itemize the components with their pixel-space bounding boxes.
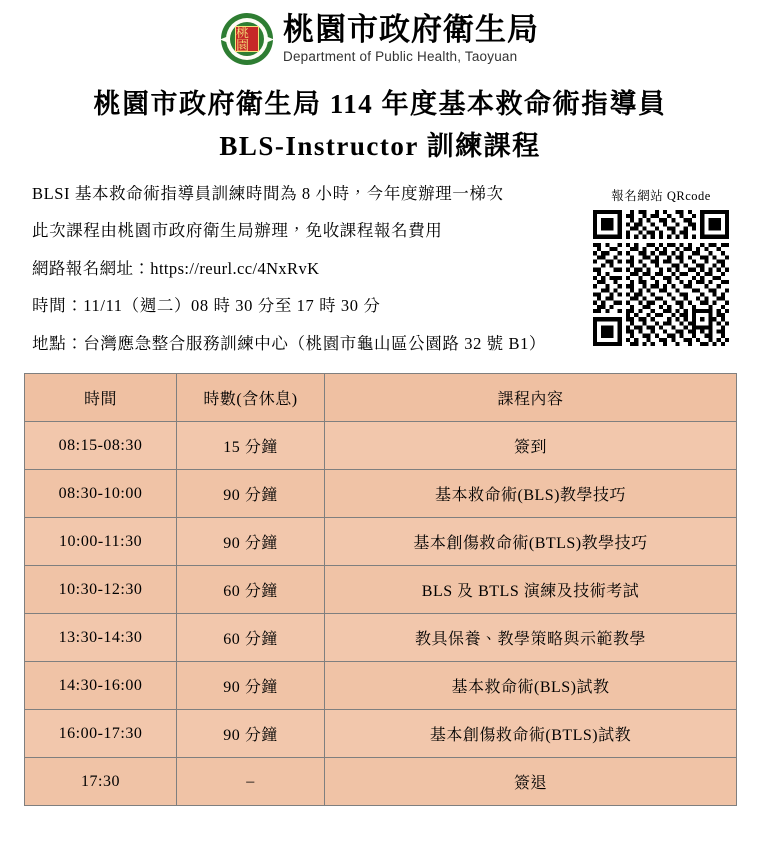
cell-time: 10:00-11:30 <box>25 518 177 566</box>
org-header <box>0 0 760 70</box>
cell-duration: – <box>177 758 325 806</box>
cell-time: 08:15-08:30 <box>25 422 177 470</box>
cell-time: 10:30-12:30 <box>25 566 177 614</box>
table-row <box>25 566 737 614</box>
qrcode-caption: 報名網站 QRcode <box>611 189 711 203</box>
table-header-row <box>25 374 737 422</box>
table-row <box>25 614 737 662</box>
cell-content: 基本救命術(BLS)試教 <box>325 662 737 710</box>
column-header-time: 時間 <box>25 374 177 422</box>
cell-content: 教具保養、教學策略與示範教學 <box>325 614 737 662</box>
intro-line-datetime: 時間：11/11（週二）08 時 30 分至 17 時 30 分 <box>32 296 381 316</box>
cell-duration: 90 分鐘 <box>177 470 325 518</box>
qr-code-svg <box>593 210 729 346</box>
table-row <box>25 710 737 758</box>
cell-content: 簽到 <box>325 422 737 470</box>
emblem-crest-text: 桃園 <box>235 26 259 52</box>
cell-duration: 90 分鐘 <box>177 710 325 758</box>
cell-duration: 60 分鐘 <box>177 614 325 662</box>
cell-duration: 90 分鐘 <box>177 662 325 710</box>
intro-line-registration-url[interactable]: 網路報名網址：https://reurl.cc/4NxRvK <box>32 258 320 278</box>
cell-content: 基本創傷救命術(BTLS)試教 <box>325 710 737 758</box>
schedule-table <box>24 373 737 806</box>
column-header-duration: 時數(含休息) <box>177 374 325 422</box>
page-title-line-1: 桃園市政府衛生局 114 年度基本救命術指導員 <box>93 89 667 119</box>
page-title <box>0 84 760 168</box>
qr-code-icon[interactable] <box>593 210 729 346</box>
cell-duration: 15 分鐘 <box>177 422 325 470</box>
qrcode-block <box>586 186 736 346</box>
intro-line-location: 地點：台灣應急整合服務訓練中心（桃園市龜山區公園路 32 號 B1） <box>32 333 547 353</box>
cell-time: 13:30-14:30 <box>25 614 177 662</box>
cell-content: 基本救命術(BLS)教學技巧 <box>325 470 737 518</box>
cell-time: 17:30 <box>25 758 177 806</box>
intro-line-organizer: 此次課程由桃園市政府衛生局辦理，免收課程報名費用 <box>32 221 443 241</box>
cell-time: 16:00-17:30 <box>25 710 177 758</box>
table-row <box>25 422 737 470</box>
cell-duration: 90 分鐘 <box>177 518 325 566</box>
table-row <box>25 758 737 806</box>
table-row <box>25 470 737 518</box>
cell-content: BLS 及 BTLS 演練及技術考試 <box>325 566 737 614</box>
org-name-zh: 桃園市政府衛生局 <box>283 12 539 48</box>
column-header-content: 課程內容 <box>325 374 737 422</box>
page-title-line-2: BLS-Instructor 訓練課程 <box>219 130 541 161</box>
cell-content: 基本創傷救命術(BTLS)教學技巧 <box>325 518 737 566</box>
table-row <box>25 518 737 566</box>
taoyuan-city-government-emblem-icon <box>221 13 273 65</box>
schedule-table-wrap <box>0 373 760 806</box>
cell-time: 14:30-16:00 <box>25 662 177 710</box>
table-row <box>25 662 737 710</box>
intro-line-duration: BLSI 基本救命術指導員訓練時間為 8 小時，今年度辦理一梯次 <box>32 183 504 203</box>
cell-content: 簽退 <box>325 758 737 806</box>
org-name-block <box>283 14 539 64</box>
org-name-en: Department of Public Health, Taoyuan <box>283 48 518 64</box>
cell-duration: 60 分鐘 <box>177 566 325 614</box>
cell-time: 08:30-10:00 <box>25 470 177 518</box>
